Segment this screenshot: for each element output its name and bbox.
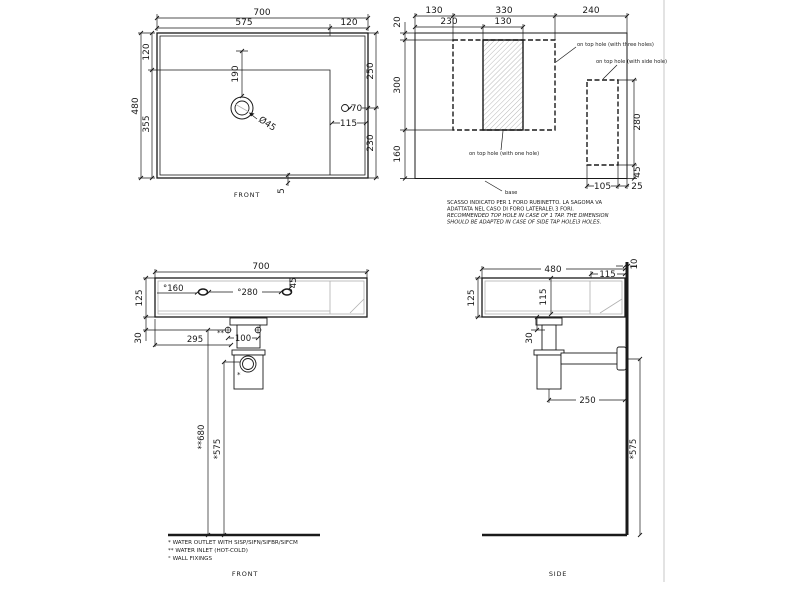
- plan-dim-top-shelf: 120: [142, 43, 152, 61]
- side-trap-body: [537, 355, 561, 389]
- front-dim-inlet-from-left: 295: [186, 335, 204, 345]
- template-dim-inner-left: 230: [440, 17, 458, 27]
- plan-dim-right-back: 230: [366, 134, 376, 152]
- plan-basin-outer: [157, 33, 368, 178]
- front-dim-fixing-depth: °45: [289, 277, 299, 293]
- front-dim-outlet-height: *575: [213, 438, 223, 460]
- side-dim-outlet-height: *575: [629, 438, 639, 460]
- template-dim-right-bottom: 45: [633, 166, 643, 178]
- side-view-caption: SIDE: [548, 570, 568, 578]
- template-dim-bottom-right: 25: [631, 182, 643, 192]
- template-note-english-2: SHOULD BE ADAPTED IN CASE OF SIDE TAP HOLE\3 HOLES.: [447, 219, 602, 226]
- side-elevation-view: [467, 259, 642, 578]
- plan-dim-overall-depth: 480: [131, 97, 141, 115]
- front-trap-cap: [232, 350, 265, 355]
- template-dim-top-left: 130: [425, 6, 443, 16]
- plan-dim-right-front: 250: [366, 62, 376, 80]
- plan-dim-bowl-depth: 355: [142, 115, 152, 133]
- template-dim-right-height: 280: [633, 113, 643, 131]
- plan-dim-width-to-divider: 575: [235, 18, 253, 28]
- front-elevation-view: [134, 262, 369, 578]
- plan-dim-drain-diameter: Ø45: [256, 115, 278, 134]
- side-dim-tap-from-wall: 115: [599, 270, 616, 280]
- plan-dim-tap-hole-offset: 115: [339, 119, 358, 129]
- side-dim-overall-depth: 480: [544, 265, 562, 275]
- front-dim-inlet-height: **680: [197, 424, 207, 450]
- side-dim-tap-depth: 115: [539, 288, 549, 306]
- template-label-side-hole: on top hole (with side hole): [596, 59, 668, 65]
- template-label-base: base: [505, 190, 518, 196]
- side-dim-wall-gap: 10: [630, 258, 640, 270]
- plan-dim-rim: 5: [277, 188, 287, 194]
- front-inlet-mark: **: [217, 329, 224, 337]
- front-view-caption: FRONT: [231, 570, 259, 578]
- front-dim-fixing-spacing: °280: [237, 288, 258, 298]
- front-footnote-inlet: ** WATER INLET (HOT-COLD): [168, 548, 248, 554]
- plan-dim-right-shelf: 120: [340, 18, 358, 28]
- front-dim-under-rim: 30: [134, 332, 144, 344]
- front-footnote-fixings: ° WALL FIXINGS: [168, 556, 213, 562]
- plan-view-caption: FRONT: [233, 191, 261, 199]
- template-dim-left-middle: 300: [393, 76, 403, 94]
- side-dim-trap-from-wall: 250: [579, 396, 596, 406]
- side-waste-pipe: [561, 353, 618, 364]
- template-note-italian-1: SCASSO INDICATO PER 1 FORO RUBINETTO. LA SAGOMA VA: [447, 200, 603, 206]
- front-footnote-outlet: * WATER OUTLET WITH SISP/SIFN/SIFBR/SIFCM: [168, 540, 298, 546]
- side-drain-flange: [536, 318, 562, 325]
- side-dim-height: 125: [467, 289, 477, 307]
- template-dim-left-top: 20: [393, 16, 403, 28]
- front-dim-inlet-spacing: 100: [234, 334, 252, 344]
- template-note-italian-2: ADATTATA NEL CASO DI FORO LATERALE\ 3 FORI.: [447, 206, 574, 213]
- template-label-one-hole: on top hole (with one hole): [469, 151, 540, 157]
- plan-dim-tap-hole-edge: 70: [350, 104, 363, 114]
- template-base-leader: [485, 181, 502, 191]
- front-drain-flange: [230, 318, 267, 325]
- front-outlet-mark: *: [237, 371, 241, 379]
- plan-dim-overall-width: 700: [253, 8, 271, 18]
- template-side-hole-zone: [587, 80, 618, 165]
- template-dim-top-center: 330: [495, 6, 513, 16]
- template-note-english-1: RECOMMENDED TOP HOLE IN CASE OF 1 TAP. THE DIMENSION: [447, 213, 609, 219]
- template-one-hole-strip: [483, 40, 523, 130]
- side-wall-flange: [617, 347, 626, 370]
- side-drain-tailpiece: [542, 325, 556, 350]
- plan-view: [131, 8, 379, 199]
- template-dim-left-bottom: 160: [393, 145, 403, 163]
- side-trap-cap: [534, 350, 564, 355]
- plan-dim-drain-offset: 190: [231, 65, 241, 83]
- front-dim-height: 125: [135, 289, 145, 307]
- side-dim-under-rim: 30: [525, 332, 535, 344]
- template-dim-inner-center: 130: [494, 17, 512, 27]
- template-dim-bottom-width: 105: [593, 182, 612, 192]
- tap-hole-template-view: [393, 6, 667, 226]
- front-dim-fixing-left: °160: [163, 284, 184, 294]
- template-label-three-holes: on top hole (with three holes): [577, 42, 654, 48]
- front-dim-overall-width: 700: [252, 262, 270, 272]
- template-dim-top-right: 240: [582, 6, 600, 16]
